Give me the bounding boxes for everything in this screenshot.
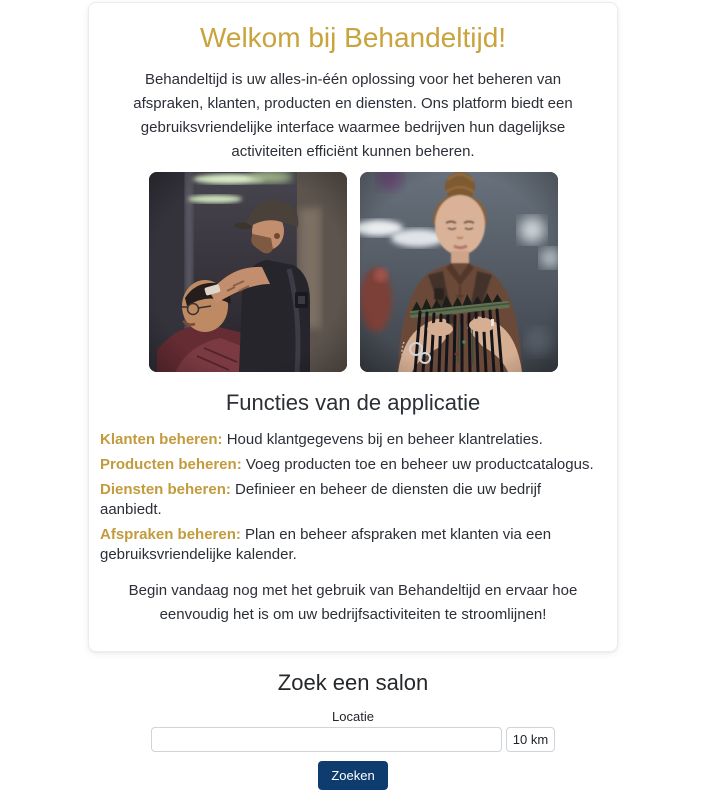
feature-diensten-label: Diensten beheren: [100,481,231,499]
zoeken-button[interactable]: Zoeken [318,761,387,790]
closing-paragraph: Begin vandaag nog met het gebruik van Behandeltijd en ervaar hoe eenvoudig het is om uw bedrijfsactiviteiten te stroomlijnen! [128,582,578,624]
welcome-card [88,2,618,652]
radius-select[interactable]: 10 km [506,727,555,752]
feature-diensten-text: Definieer en beheer de diensten die uw bedrijf aanbiedt. [100,481,542,519]
location-row [151,727,555,752]
feature-klanten [100,430,606,450]
feature-list [100,430,606,565]
feature-klanten-label: Klanten beheren: [100,431,223,449]
photo-row [100,172,606,372]
salon-search-section [0,670,706,789]
intro-paragraph: Behandeltijd is uw alles-in-één oplossing voor het beheren van afspraken, klanten, producten en diensten. Ons platform biedt een gebruiksvriendelijke interface waarmee bedrijven hun dagelijkse activiteiten efficiënt kunnen beheren. [133,70,573,160]
feature-diensten [100,480,606,520]
feature-afspraken [100,525,606,565]
location-input[interactable] [151,727,502,752]
hairdresser-combing-hair-strands-photo [360,172,558,372]
barber-cutting-client-hair-photo [149,172,347,372]
location-label: Locatie [332,708,374,724]
feature-klanten-text: Houd klantgegevens bij en beheer klantrelaties. [222,431,543,449]
features-heading: Functies van de applicatie [225,389,481,415]
feature-afspraken-label: Afspraken beheren: [100,526,241,544]
feature-producten-label: Producten beheren: [100,456,242,474]
search-heading: Zoek een salon [277,670,429,696]
feature-afspraken-text: Plan en beheer afspraken met klanten via een gebruiksvriendelijke kalender. [100,526,552,564]
page-title: Welkom bij Behandeltijd! [199,22,507,53]
feature-producten-text: Voeg producten toe en beheer uw productcatalogus. [241,456,594,474]
feature-producten [100,455,606,475]
